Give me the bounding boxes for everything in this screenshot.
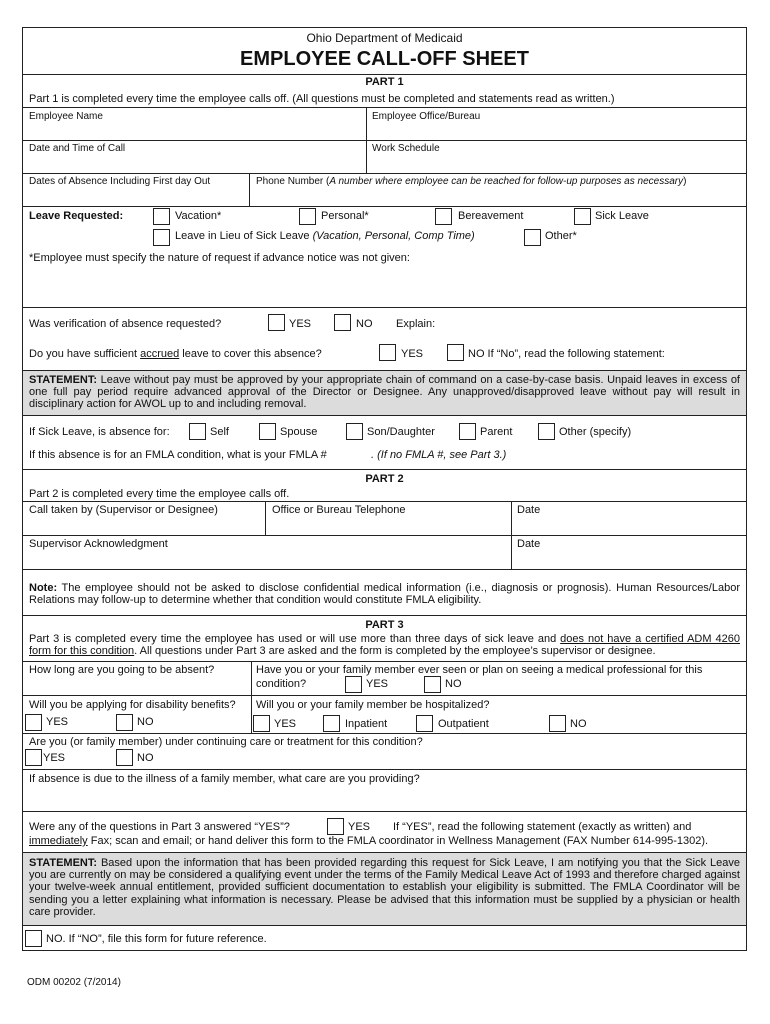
verification-yes-label: YES [289,318,312,330]
seen-yes-label: YES [366,678,389,690]
self-label: Self [210,426,229,438]
seen-yes-checkbox[interactable] [345,676,362,693]
personal-checkbox[interactable] [299,208,316,225]
self-checkbox[interactable] [189,423,206,440]
other-specify-checkbox[interactable] [538,423,555,440]
sick-for-question: If Sick Leave, is absence for: [29,426,170,438]
statement2-text: STATEMENT: Based upon the information that has been provided regarding this request for Sick Leave, I am notifying you that the Sick Leave you are currently on may be considered a qualifying event under the terms of the Family Medical Leave Act of 1993 and therefore charged against your twelve-week annual entitlement, provided sufficient documentation to establish your eligibility is submitted. The FMLA Coordinator will be sending you a letter explaining what information is necessary. Please be advised that this information must be supplied by a physician or health care provider. [29,857,740,918]
vacation-label: Vacation* [175,210,222,222]
outpatient-label: Outpatient [438,718,489,730]
nature-note: *Employee must specify the nature of request if advance notice was not given: [29,252,410,264]
continuing-no-label: NO [137,752,154,764]
accrued-yes-checkbox[interactable] [379,344,396,361]
sick-leave-label: Sick Leave [595,210,649,222]
accrued-question: Do you have sufficient accrued leave to cover this absence? [29,348,322,360]
parent-checkbox[interactable] [459,423,476,440]
if-yes-instruction: If “YES”, read the following statement (exactly as written) and [393,821,692,833]
bereavement-label: Bereavement [458,210,524,222]
office-telephone-label: Office or Bureau Telephone [272,504,406,516]
fmla-note: . (If no FMLA #, see Part 3.) [371,449,507,461]
hospital-no-checkbox[interactable] [549,715,566,732]
leave-requested-label: Leave Requested: [29,210,124,222]
disability-yes-checkbox[interactable] [25,714,42,731]
part2-note: Note: The employee should not be asked to disclose confidential medical information (i.e., diagnosis or prognosis). Human Resources/Labor Relations may follow-up to determine whether that condition would constitute FMLA eligibility. [29,582,740,607]
spouse-checkbox[interactable] [259,423,276,440]
office-bureau-label: Employee Office/Bureau [372,111,481,122]
supervisor-ack-label: Supervisor Acknowledgment [29,538,168,550]
parent-label: Parent [480,426,513,438]
continuing-no-checkbox[interactable] [116,749,133,766]
explain-label: Explain: [396,318,436,330]
seen-no-checkbox[interactable] [424,676,441,693]
personal-label: Personal* [321,210,369,222]
disability-no-label: NO [137,716,154,728]
fax-instruction: immediately Fax; scan and email; or hand deliver this form to the FMLA coordinator in Wellness Management (FAX Number 614-995-1302). [29,835,709,847]
vacation-checkbox[interactable] [153,208,170,225]
continuing-yes-checkbox[interactable] [25,749,42,766]
care-question: If absence is due to the illness of a family member, what care are you providing? [29,773,420,785]
verification-no-checkbox[interactable] [334,314,351,331]
son-daughter-label: Son/Daughter [367,426,435,438]
disability-no-checkbox[interactable] [116,714,133,731]
answered-yes-question: Were any of the questions in Part 3 answered “YES”? [29,821,290,833]
employee-name-label: Employee Name [29,111,103,122]
part1-heading: PART 1 [365,76,404,88]
outpatient-checkbox[interactable] [416,715,433,732]
accrued-no-checkbox[interactable] [447,344,464,361]
form-id: ODM 00202 (7/2014) [27,977,121,988]
bereavement-checkbox[interactable] [435,208,452,225]
seen-no-label: NO [445,678,462,690]
verification-yes-checkbox[interactable] [268,314,285,331]
hospital-no-label: NO [570,718,587,730]
disability-question: Will you be applying for disability benefits? [29,699,236,711]
how-long-question: How long are you going to be absent? [29,664,215,676]
lieu-sick-leave-checkbox[interactable] [153,229,170,246]
spouse-label: Spouse [280,426,318,438]
hospital-question: Will you or your family member be hospitalized? [256,699,490,711]
inpatient-checkbox[interactable] [323,715,340,732]
seen-question-line2: condition? [256,678,307,690]
accrued-no-label: NO If “No”, read the following statement: [468,348,665,360]
no-file-label: NO. If “NO”, file this form for future reference. [46,933,267,945]
dates-absence-label: Dates of Absence Including First day Out [29,176,211,187]
lieu-sick-leave-label: Leave in Lieu of Sick Leave (Vacation, Personal, Comp Time) [175,230,475,242]
seen-question-line1: Have you or your family member ever seen or plan on seeing a medical professional for this [256,664,703,676]
form-title: EMPLOYEE CALL-OFF SHEET [240,48,529,70]
hospital-yes-checkbox[interactable] [253,715,270,732]
continuing-yes-label: YES [43,752,66,764]
date-label-2: Date [517,538,541,550]
no-file-checkbox[interactable] [25,930,42,947]
agency-name: Ohio Department of Medicaid [306,31,463,45]
date-time-call-label: Date and Time of Call [29,143,126,154]
fmla-question: If this absence is for an FMLA condition, what is your FMLA # [29,449,327,461]
call-taken-label: Call taken by (Supervisor or Designee) [29,504,218,516]
verification-no-label: NO [356,318,373,330]
part3-intro: Part 3 is completed every time the employee has used or will use more than three days of sick leave and does not have a certified ADM 4260 form for this condition. All questions under Part 3 are asked and the form is completed by the employee’s supervisor or designee. [29,633,740,658]
inpatient-label: Inpatient [345,718,388,730]
accrued-yes-label: YES [401,348,424,360]
phone-label: Phone Number (A number where employee can be reached for follow-up purposes as necessary) [256,176,687,187]
date-label-1: Date [517,504,541,516]
son-daughter-checkbox[interactable] [346,423,363,440]
work-schedule-label: Work Schedule [372,143,440,154]
verification-question: Was verification of absence requested? [29,318,222,330]
part3-heading: PART 3 [365,619,404,631]
answered-yes-checkbox[interactable] [327,818,344,835]
other-leave-label: Other* [545,230,577,242]
other-specify-label: Other (specify) [559,426,632,438]
statement1-text: STATEMENT: Leave without pay must be approved by your appropriate chain of command on a case-by-case basis. Unpaid leaves in excess of one full pay period require advanced approval of the Director or Designee. Any unapproved/disapproved leave without pay will result in disciplinary action for AWOL up to and including removal. [29,374,740,411]
part2-heading: PART 2 [365,473,404,485]
answered-yes-label: YES [348,821,371,833]
part1-intro: Part 1 is completed every time the employee calls off. (All questions must be completed and statements read as written.) [29,93,615,105]
continuing-care-question: Are you (or family member) under continuing care or treatment for this condition? [29,736,423,748]
part2-intro: Part 2 is completed every time the employee calls off. [29,488,290,500]
hospital-yes-label: YES [274,718,297,730]
disability-yes-label: YES [46,716,69,728]
sick-leave-checkbox[interactable] [574,208,591,225]
call-off-form [22,27,747,951]
other-leave-checkbox[interactable] [524,229,541,246]
